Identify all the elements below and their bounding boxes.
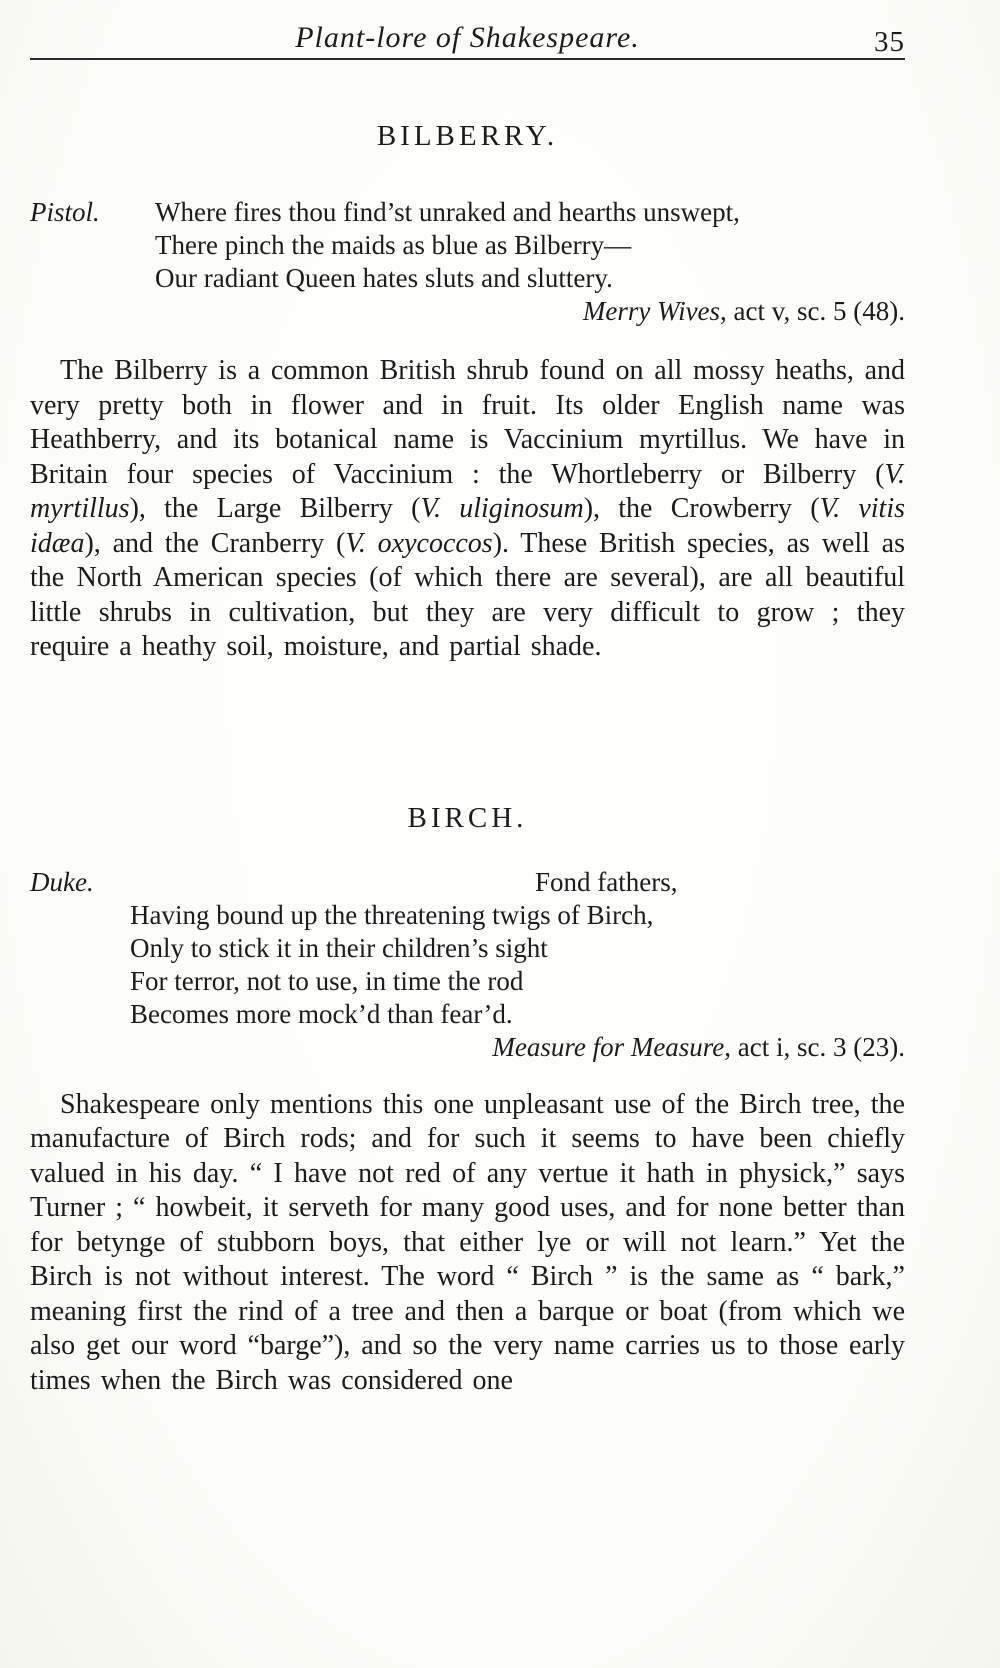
italic-text-segment: V. uliginosum (420, 493, 584, 524)
section-heading-birch: BIRCH. (407, 801, 528, 834)
header-rule (30, 58, 905, 60)
verse-line: There pinch the maids as blue as Bilberry— (155, 230, 632, 260)
verse-line: Having bound up the threatening twigs of Birch, (130, 899, 654, 930)
quote-speaker: Duke. (30, 866, 94, 897)
quote-source-title: Merry Wives (582, 296, 721, 326)
section-heading-bilberry: BILBERRY. (376, 120, 559, 152)
verse-line: Only to stick it in their children’s sight (130, 932, 548, 963)
verse-line: Where fires thou find’st unraked and hearths unswept, (155, 197, 740, 227)
text-segment: ), and the Cranberry ( (84, 527, 346, 559)
text-segment: ). These British species, as well as the North American species (of which there are several), are all beautiful little shrubs in cultivation, but they are very difficult to grow ; they require a heathy soil, moisture, and partial shade. (30, 527, 906, 662)
bilberry-body-paragraph (30, 354, 905, 665)
italic-text-segment: V. vitis idæa (30, 493, 906, 559)
bilberry-quote-block (30, 196, 905, 328)
text-segment: ), the Large Bilberry ( (129, 493, 421, 524)
verse-line: For terror, not to use, in time the rod (130, 965, 524, 996)
birch-body-paragraph (30, 1088, 905, 1399)
page-number: 35 (874, 26, 905, 58)
verse-opening: Fond fathers, (535, 866, 678, 897)
section-bilberry (30, 118, 905, 665)
text-segment: Shakespeare only mentions this one unpleasant use of the Birch tree, the manufacture of Birch rods; and for such it seems to have been chiefly valued in his day. “ I have not red of any vertue it hath in physick,” says Turner ; “ howbeit, it serveth for many good uses, and for none better than for betynge of stubborn boys, that either lye or will not learn.” Yet the Birch is not without interest. The word “ Birch ” is the same as “ bark,” meaning first the rind of a tree and then a barque or boat (from which we also get our word “barge”), and so the very name carries us to those early times when the Birch was considered one (30, 1088, 905, 1396)
quote-source-title: Measure for Measure (492, 1031, 725, 1062)
italic-text-segment: V. oxycoccos (345, 527, 493, 559)
section-birch (30, 800, 905, 1399)
quote-attribution (30, 295, 905, 328)
quote-source-detail: , act i, sc. 3 (23). (724, 1031, 905, 1062)
quote-attribution (30, 1031, 905, 1064)
verse-line: Our radiant Queen hates sluts and sluttery. (155, 263, 613, 293)
quote-source-detail: , act v, sc. 5 (48). (720, 296, 905, 326)
page-header (30, 20, 905, 56)
quote-line (30, 866, 905, 899)
running-head-title: Plant-lore of Shakespeare. (295, 21, 640, 54)
quote-line (30, 196, 905, 229)
text-segment: ), the Crowberry ( (583, 493, 820, 524)
birch-quote-block (30, 866, 905, 1064)
quote-speaker: Pistol. (30, 197, 100, 227)
italic-text-segment: V. myrtillus (30, 458, 905, 524)
verse-line: Becomes more mock’d than fear’d. (130, 998, 513, 1029)
text-segment: The Bilberry is a common British shrub found on all mossy heaths, and very pretty both in flower and in fruit. Its older English name was Heathberry, and its botanical name is Vaccinium myrtillus. We have in Britain four species of Vaccinium : the Whortleberry or Bilberry ( (30, 355, 905, 490)
